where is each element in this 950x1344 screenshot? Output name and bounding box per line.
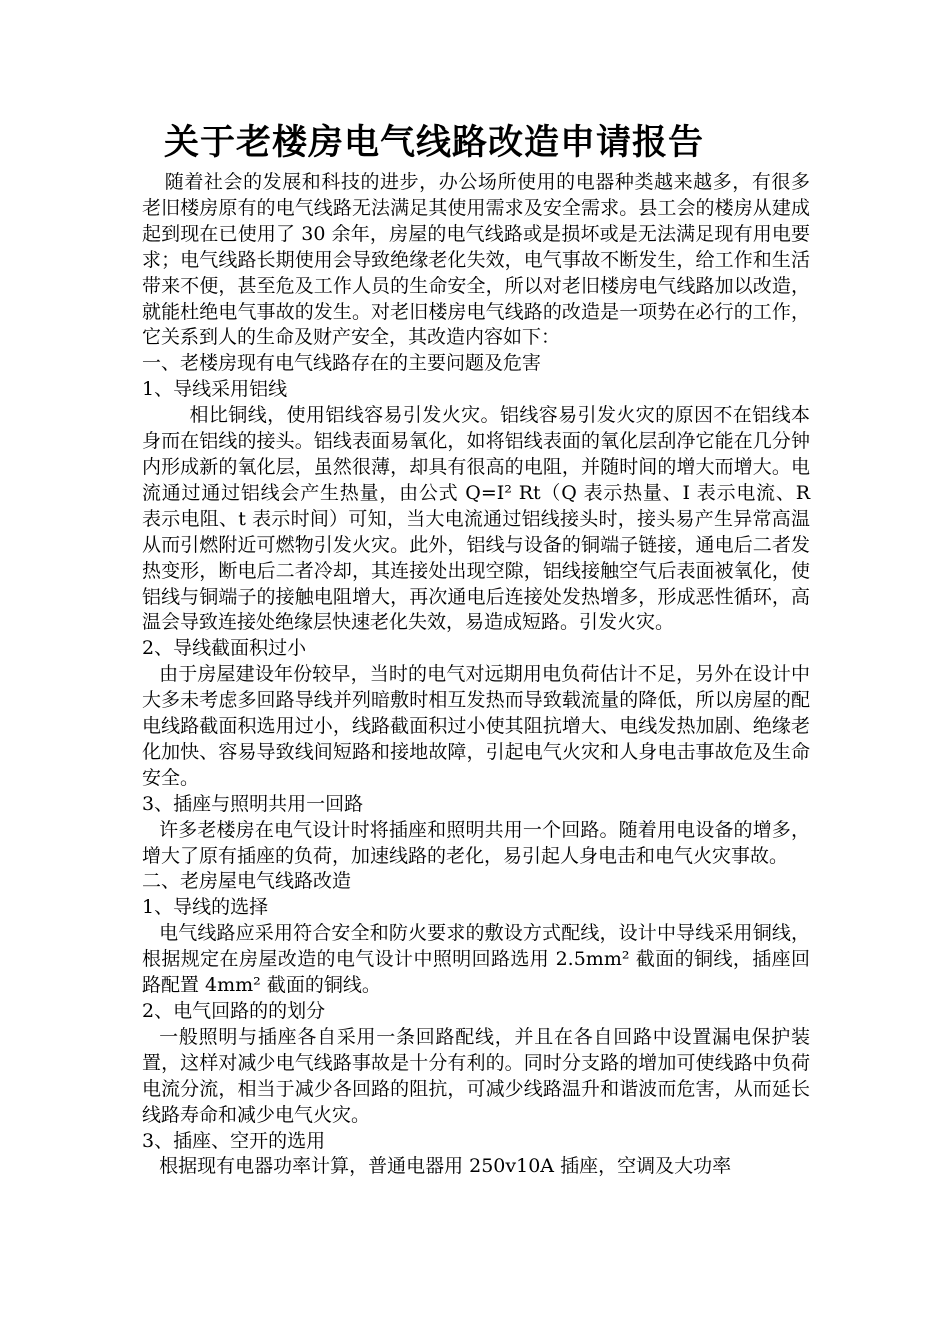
section1-heading: 一、老楼房现有电气线路存在的主要问题及危害 — [142, 352, 542, 375]
section1-item1-heading: 1、导线采用铝线 — [142, 378, 288, 401]
document-title: 关于老楼房电气线路改造申请报告 — [164, 123, 705, 163]
section1-item1-paragraph: 相比铜线，使用铝线容易引发火灾。铝线容易引发火灾的原因不在铝线本身而在铝线的接头。铝线表面易氧化，如将铝线表面的氧化层刮净它能在几分钟内形成新的氧化层，虽然很薄，却具有很高的电阻，并随时间的增大而增大。电流通过通过铝线会产生热量，由公式 Q=I² Rt（Q 表示热量、I 表示电流、R 表示电阻、t 表示时间）可知，当大电流通过铝线接头时，接头易产生异常高温从而引燃附近可燃物引发火灾。此外，铝线与设备的铜端子链接，通电后二者发热变形，断电后二者冷却，其连接处出现空隙，铝线接触空气后表面被氧化，使铝线与铜端子的接触电阻增大，再次通电后连接处发热增多，形成恶性循环，高温会导致连接处绝缘层快速老化失效，易造成短路。引发火灾。 — [142, 404, 810, 634]
section2-item1-heading: 1、导线的选择 — [142, 896, 269, 919]
intro-paragraph: 随着社会的发展和科技的进步，办公场所使用的电器种类越来越多，有很多老旧楼房原有的电气线路无法满足其使用需求及安全需求。县工会的楼房从建成起到现在已使用了 30 余年，房屋的电气线路或是损坏或是无法满足现有用电要求；电气线路长期使用会导致绝缘老化失效，电气事故不断发生，给工作和生活带来不便，甚至危及工作人员的生命安全，所以对老旧楼房电气线路加以改造，就能杜绝电气事故的发生。对老旧楼房电气线路的改造是一项势在必行的工作，它关系到人的生命及财产安全，其改造内容如下： — [142, 171, 810, 349]
section1-item2-paragraph: 由于房屋建设年份较早，当时的电气对远期用电负荷估计不足，另外在设计中大多未考虑多回路导线并列暗敷时相互发热而导致载流量的降低，所以房屋的配电线路截面积选用过小，线路截面积过小使其阻抗增大、电线发热加剧、绝缘老化加快、容易导致线间短路和接地故障，引起电气火灾和人身电击事故危及生命安全。 — [142, 663, 810, 789]
section2-item3-heading: 3、插座、空开的选用 — [142, 1129, 326, 1152]
section2-item1-paragraph: 电气线路应采用符合安全和防火要求的敷设方式配线，设计中导线采用铜线，根据规定在房屋改造的电气设计中照明回路选用 2.5mm² 截面的铜线，插座回路配置 4mm² 截面的铜线。 — [142, 922, 810, 997]
section1-item3-heading: 3、插座与照明共用一回路 — [142, 792, 364, 815]
section2-heading: 二、老房屋电气线路改造 — [142, 870, 352, 893]
section1-item2-heading: 2、导线截面积过小 — [142, 637, 307, 660]
section2-item2-paragraph: 一般照明与插座各自采用一条回路配线，并且在各自回路中设置漏电保护装置，这样对减少电气线路事故是十分有利的。同时分支路的增加可使线路中负荷电流分流，相当于减少各回路的阻抗，可减少线路温升和谐波而危害，从而延长线路寿命和减少电气火灾。 — [142, 1025, 810, 1126]
section1-item3-paragraph: 许多老楼房在电气设计时将插座和照明共用一个回路。随着用电设备的增多，增大了原有插座的负荷，加速线路的老化，易引起人身电击和电气火灾事故。 — [142, 818, 810, 867]
section2-item3-paragraph: 根据现有电器功率计算，普通电器用 250v10A 插座，空调及大功率 — [159, 1155, 732, 1178]
section2-item2-heading: 2、电气回路的的划分 — [142, 1000, 326, 1022]
document-page — [142, 118, 810, 1180]
